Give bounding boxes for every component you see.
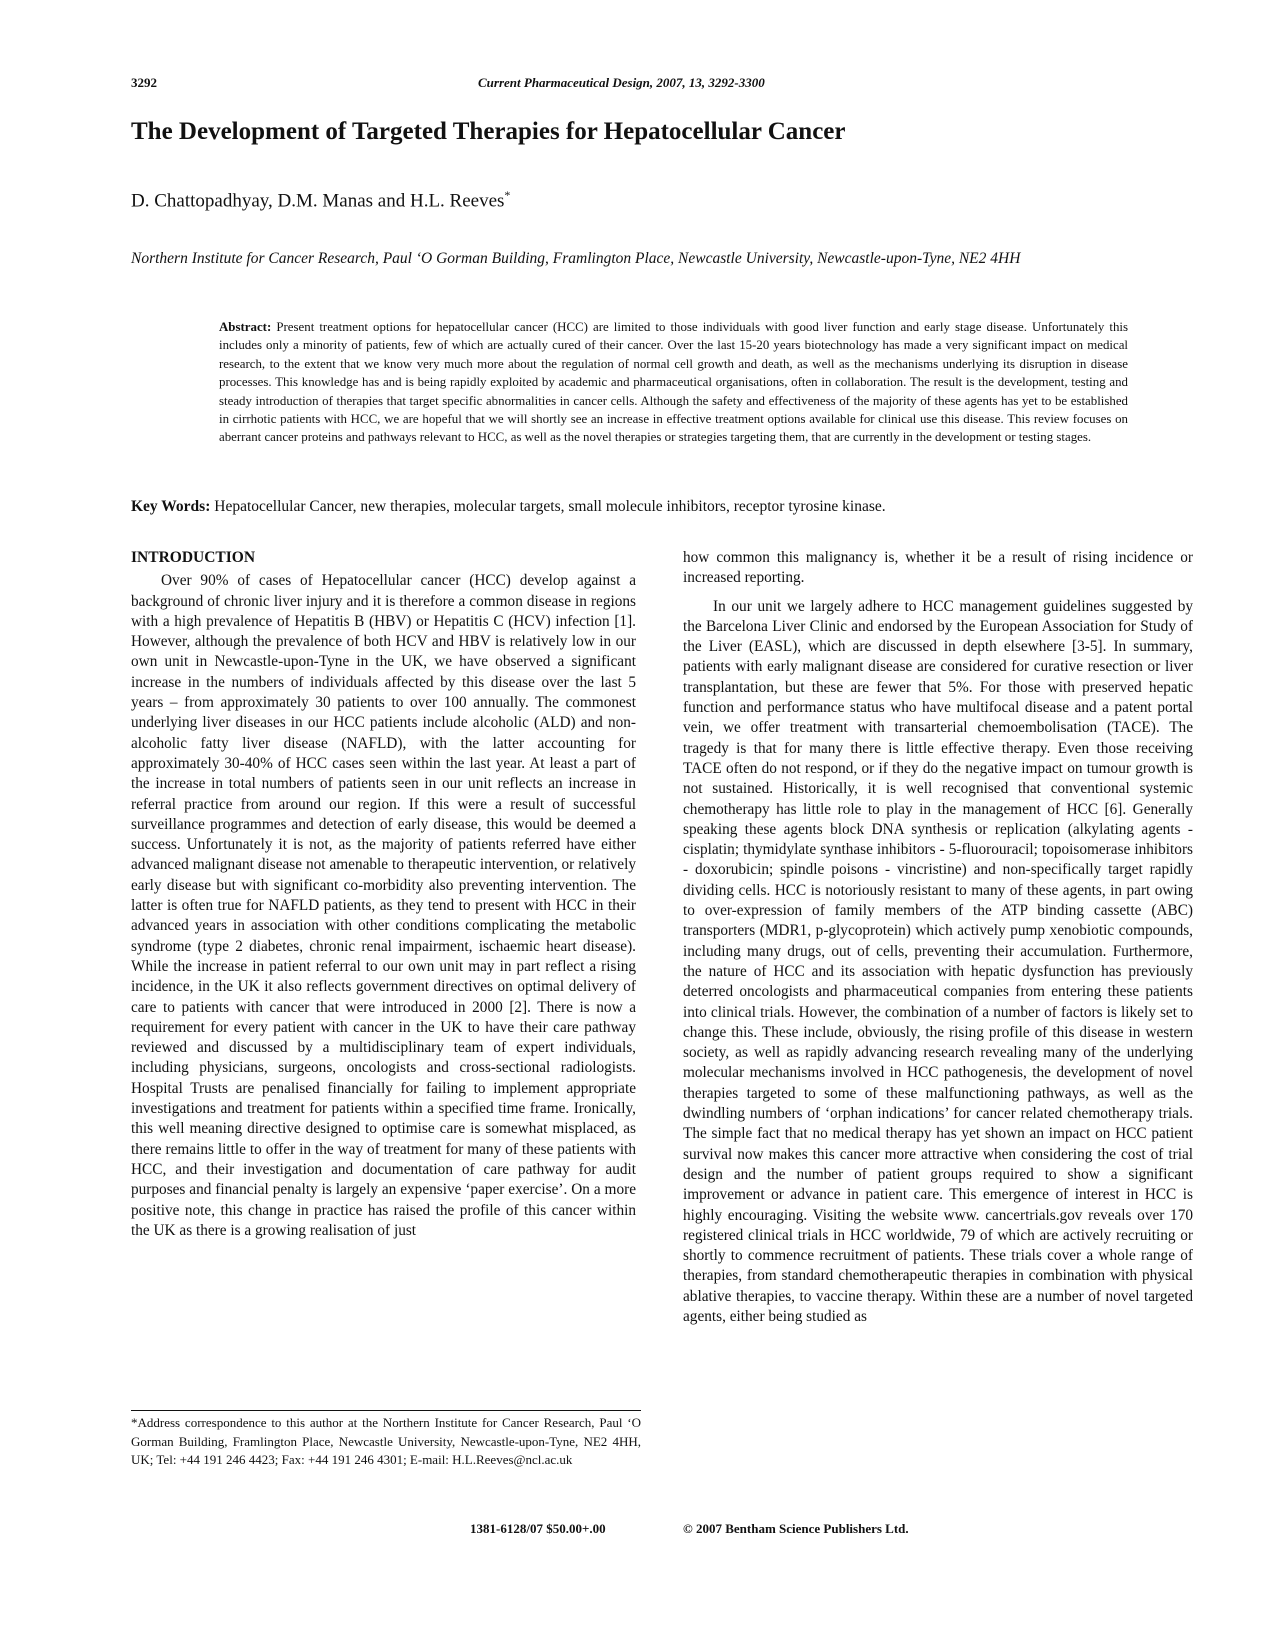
keywords-label: Key Words: (131, 498, 211, 515)
corresponding-author-mark: * (504, 188, 511, 202)
abstract-text: Present treatment options for hepatocellular cancer (HCC) are limited to those individuals with good liver function and early stage disease. Unfortunately this includes only a minority of patients, few of which are actually cured of their cancer. Over the last 15-20 years biotechnology has made a very significant impact on medical research, to the extent that we know very much more about the regulation of normal cell growth and death, as well as the mechanisms underlying its disruption in disease processes. This knowledge has and is being rapidly exploited by academic and pharmaceutical organisations, often in collaboration. The result is the development, testing and steady introduction of therapies that target specific abnormalities in cancer cells. Although the safety and effectiveness of the majority of these agents has yet to be established in cirrhotic patients with HCC, we are hopeful that we will shortly see an increase in effective treatment options available for clinical use this disease. This review focuses on aberrant cancer proteins and pathways relevant to HCC, as well as the novel therapies or strategies targeting them, that are currently in the development or testing stages. (219, 320, 1129, 445)
body-paragraph: how common this malignancy is, whether it be a result of rising incidence or increased reporting. (683, 549, 1193, 587)
body-column-left (131, 548, 636, 1241)
page-number: 3292 (131, 75, 157, 90)
affiliation: Northern Institute for Cancer Research, Paul ‘O Gorman Building, Framlington Place, Newcastle University, Newcastle-upon-Tyne, NE2 4HH (131, 250, 1021, 267)
section-heading: INTRODUCTION (131, 549, 256, 566)
author-list (131, 188, 510, 212)
keywords (131, 497, 1151, 517)
keywords-text: Hepatocellular Cancer, new therapies, molecular targets, small molecule inhibitors, receptor tyrosine kinase. (214, 498, 886, 515)
body-paragraph: In our unit we largely adhere to HCC management guidelines suggested by the Barcelona Liver Clinic and endorsed by the European Association for Study of the Liver (EASL), which are discussed in depth elsewhere [3-5]. In summary, patients with early malignant disease are considered for curative resection or liver transplantation, but these are fewer that 5%. For those with preserved hepatic function and performance status who have multifocal disease and a patent portal vein, we offer treatment with transarterial chemoembolisation (TACE). The tragedy is that for many there is little effective therapy. Even those receiving TACE often do not respond, or if they do the negative impact on tumour growth is not sustained. Historically, it is well recognised that conventional systemic chemotherapy has little role to play in the management of HCC [6]. Generally speaking these agents block DNA synthesis or replication (alkylating agents - cisplatin; thymidylate synthase inhibitors - 5-fluorouracil; topoisomerase inhibitors - doxorubicin; spindle poisons - vincristine) and non-specifically target rapidly dividing cells. HCC is notoriously resistant to many of these agents, in part owing to over-expression of family members of the ATP binding cassette (ABC) transporters (MDR1, p-glycoprotein) which actively pump xenobiotic compounds, including many drugs, out of cells, preventing their accumulation. Furthermore, the nature of HCC and its association with hepatic dysfunction has previously deterred oncologists and pharmaceutical companies from entering these patients into clinical trials. However, the combination of a number of factors is likely set to change this. These include, obviously, the rising profile of this disease in western society, as well as rapidly advancing research revealing many of the underlying molecular mechanisms involved in HCC pathogenesis, the development of novel therapies targeted to some of these malfunctioning pathways, as well as the dwindling numbers of ‘orphan indications’ for cancer related chemotherapy trials. The simple fact that no medical therapy has yet shown an impact on HCC patient survival now makes this cancer more attractive when considering the cost of trial design and the number of patient groups required to show a significant improvement or advance in patient care. This emergence of interest in HCC is highly encouraging. Visiting the website www. cancertrials.gov reveals over 170 registered clinical trials in HCC worldwide, 79 of which are actively recruiting or shortly to commence recruitment of patients. These trials cover a whole range of therapies, from standard chemotherapeutic therapies in combination with physical ablative therapies, to vaccine therapy. Within these are a number of novel targeted agents, either being studied as (683, 597, 1193, 1325)
author-names: D. Chattopadhyay, D.M. Manas and H.L. Reeves (131, 190, 505, 212)
abstract-label: Abstract: (219, 320, 272, 334)
journal-citation: Current Pharmaceutical Design, 2007, 13, 3292-3300 (478, 75, 765, 90)
correspondence-footnote: *Address correspondence to this author at the Northern Institute for Cancer Research, Paul ‘O Gorman Building, Framlington Place, Newcastle University, Newcastle-upon-Tyne, NE2 4HH, UK; Tel: +44 191 246 4423; Fax: +44 191 246 4301; E-mail: H.L.Reeves@ncl.ac.uk (131, 1415, 641, 1467)
article-title: The Development of Targeted Therapies for Hepatocellular Cancer (131, 118, 846, 145)
issn-price: 1381-6128/07 $50.00+.00 (470, 1521, 606, 1536)
copyright-notice: © 2007 Bentham Science Publishers Ltd. (683, 1521, 909, 1536)
body-paragraph: Over 90% of cases of Hepatocellular cancer (HCC) develop against a background of chronic liver injury and it is therefore a common disease in regions with a high prevalence of Hepatitis B (HBV) or Hepatitis C (HCV) infection [1]. However, although the prevalence of both HCV and HBV is relatively low in our own unit in Newcastle-upon-Tyne in the UK, we have observed a significant increase in the numbers of individuals affected by this disease over the last 5 years – from approximately 30 patients to over 100 annually. The commonest underlying liver diseases in our HCC patients include alcoholic (ALD) and non-alcoholic fatty liver disease (NAFLD), with the latter accounting for approximately 30-40% of HCC cases seen within the last year. At least a part of the increase in total numbers of patients seen in our unit reflects an increase in referral practice from around our region. If this were a result of successful surveillance programmes and detection of early disease, this would be deemed a success. Unfortunately it is not, as the majority of patients referred have either advanced malignant disease not amenable to therapeutic intervention, or relatively early disease but with significant co-morbidity also preventing intervention. The latter is often true for NAFLD patients, as they tend to present with HCC in their advanced years in association with other conditions complicating the metabolic syndrome (type 2 diabetes, chronic renal impairment, ischaemic heart disease). While the increase in patient referral to our own unit may in part reflect a rising incidence, in the UK it also reflects government directives on optimal delivery of care to patients with cancer that were introduced in 2000 [2]. There is now a requirement for every patient with cancer in the UK to have their care pathway reviewed and discussed by a multidisciplinary team of expert individuals, including physicians, surgeons, oncologists and cross-sectional radiologists. Hospital Trusts are penalised financially for failing to implement appropriate investigations and treatment for patients within a specified time frame. Ironically, this well meaning directive designed to optimise care is somewhat misplaced, as there remains little to offer in the way of treatment for many of these patients with HCC, and their investigation and documentation of care pathway for audit purposes and financial penalty is largely an expensive ‘paper exercise’. On a more positive note, this change in practice has raised the profile of this cancer within the UK as there is a growing realisation of just (131, 572, 636, 1239)
abstract (219, 318, 1128, 447)
body-column-right (683, 548, 1193, 1327)
footnote-divider (131, 1410, 641, 1411)
